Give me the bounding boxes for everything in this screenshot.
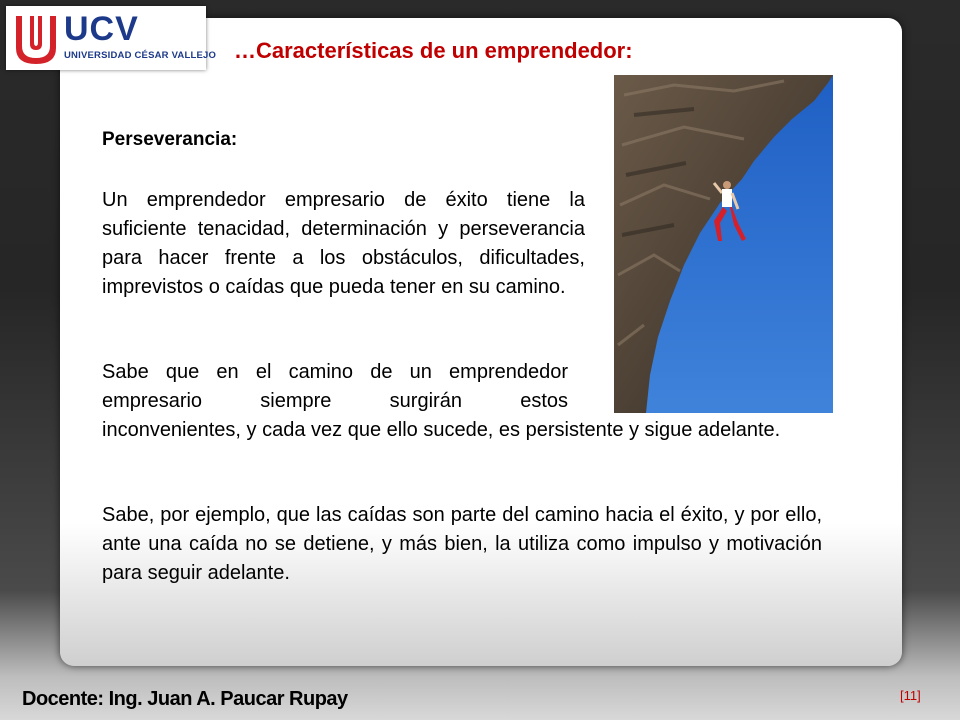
paragraph-2-rest: inconvenientes, y cada vez que ello sucede, es persistente y sigue adelante. — [102, 419, 781, 441]
teacher-footer: Docente: Ing. Juan A. Paucar Rupay — [22, 688, 348, 710]
paragraph-1: Un emprendedor empresario de éxito tiene la suficiente tenacidad, determinación y perseverancia para hacer frente a los obstáculos, dificultades, imprevistos o caídas que pueda tener en su camino. — [102, 189, 585, 298]
slide-number: [11] — [900, 688, 921, 703]
paragraph-2-line-2: empresario siempre surgirán estos — [102, 390, 568, 412]
logo-subtitle: UNIVERSIDAD CÉSAR VALLEJO — [64, 50, 217, 61]
paragraph-2 — [102, 358, 822, 445]
ucv-logo — [6, 6, 217, 70]
ucv-logo-mark — [12, 12, 60, 64]
logo-wordmark: UCV — [64, 10, 139, 48]
paragraph-3: Sabe, por ejemplo, que las caídas son parte del camino hacia el éxito, y por ello, ante una caída no se detiene, y más bien, la utiliza como impulso y motivación para seguir adelante. — [102, 504, 822, 584]
section-heading: Perseverancia: — [102, 129, 238, 150]
slide-title: …Características de un emprendedor: — [234, 38, 633, 63]
paragraph-2-line-1: Sabe que en el camino de un emprendedor — [102, 361, 568, 383]
